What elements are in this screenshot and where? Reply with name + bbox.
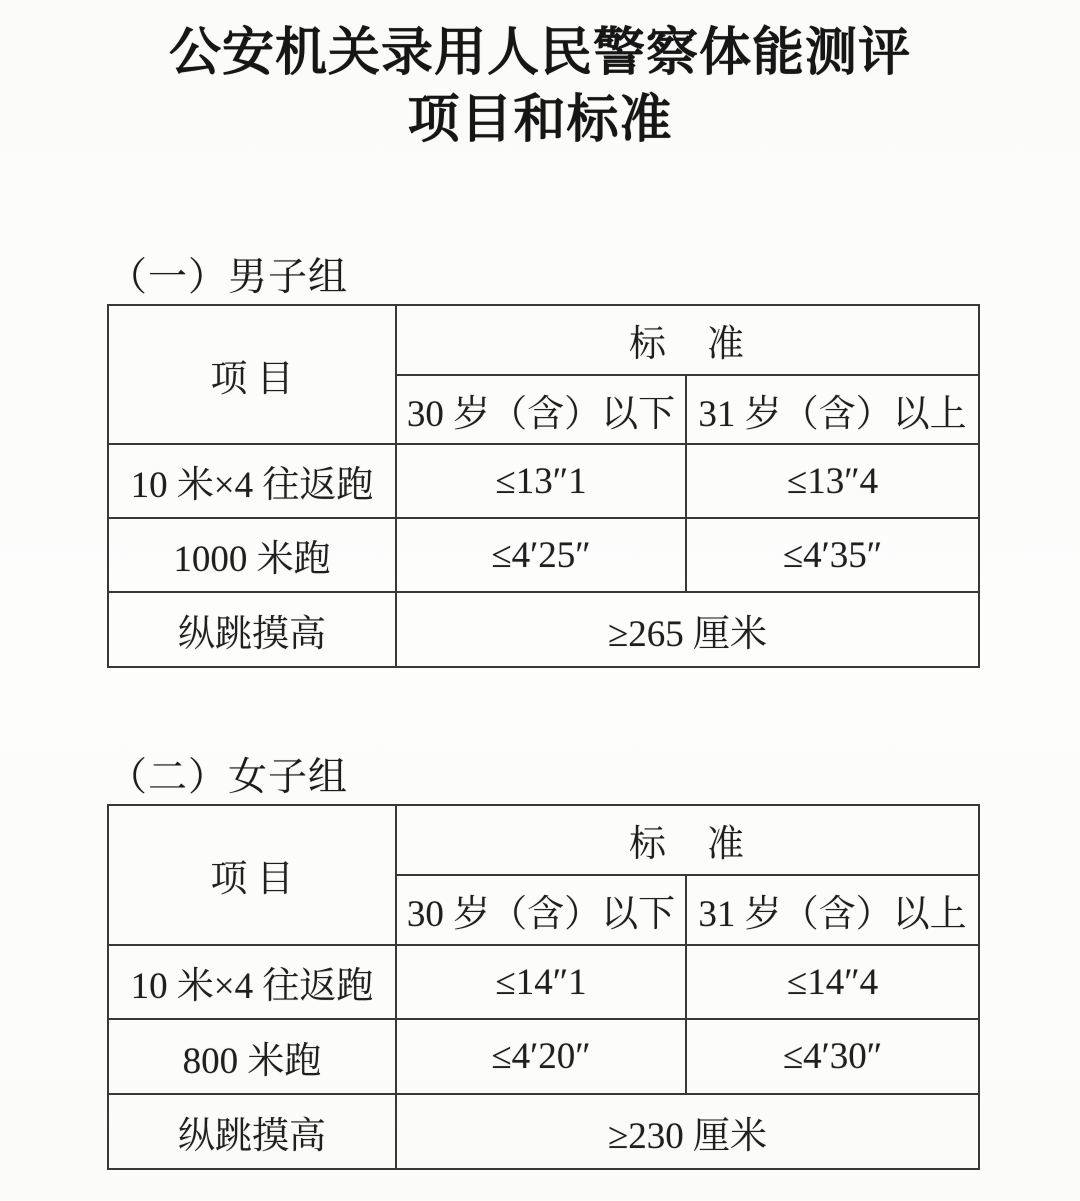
women-row1-over31-cell: ≤14″4: [686, 945, 979, 1019]
women-row1-under30-cell: ≤14″1: [396, 945, 686, 1019]
men-row2-under30-cell: ≤4′25″: [396, 518, 686, 592]
women-row2-under30-cell: ≤4′20″: [396, 1019, 686, 1094]
women-standard-header-cell: 标 准: [396, 805, 979, 875]
table-row: [108, 518, 979, 592]
men-row3-item-cell: 纵跳摸高: [108, 592, 396, 667]
women-row3-item-cell: 纵跳摸高: [108, 1094, 396, 1169]
women-age-over31-header-cell: 31 岁（含）以上: [686, 875, 979, 945]
document-title-line1: 公安机关录用人民警察体能测评: [168, 25, 911, 82]
section-heading-men: （一）男子组: [108, 256, 349, 299]
men-standard-header-cell: 标 准: [396, 305, 979, 375]
women-row2-over31-cell: ≤4′30″: [686, 1019, 979, 1094]
men-age-under30-header-cell: 30 岁（含）以下: [396, 375, 686, 444]
document-title-line2: 项目和标准: [407, 92, 673, 149]
women-age-under30-header-cell: 30 岁（含）以下: [396, 875, 686, 945]
men-row1-under30-cell: ≤13″1: [396, 444, 686, 518]
table-row: [108, 444, 979, 518]
men-item-header-cell: 项 目: [108, 305, 396, 444]
fitness-table-women: [107, 804, 980, 1170]
table-row: [108, 1094, 979, 1169]
table-row: [108, 592, 979, 667]
document-title: [0, 20, 1080, 154]
men-row3-merged-value-cell: ≥265 厘米: [396, 592, 979, 667]
fitness-table-men: [107, 304, 980, 668]
men-row2-over31-cell: ≤4′35″: [686, 518, 979, 592]
section-heading-women: （二）女子组: [108, 756, 349, 799]
men-age-over31-header-cell: 31 岁（含）以上: [686, 375, 979, 444]
men-row1-item-cell: 10 米×4 往返跑: [108, 444, 396, 518]
women-row1-item-cell: 10 米×4 往返跑: [108, 945, 396, 1019]
women-row3-merged-value-cell: ≥230 厘米: [396, 1094, 979, 1169]
women-row2-item-cell: 800 米跑: [108, 1019, 396, 1094]
women-item-header-cell: 项 目: [108, 805, 396, 945]
table-row: [108, 1019, 979, 1094]
men-row2-item-cell: 1000 米跑: [108, 518, 396, 592]
men-row1-over31-cell: ≤13″4: [686, 444, 979, 518]
table-row: [108, 945, 979, 1019]
